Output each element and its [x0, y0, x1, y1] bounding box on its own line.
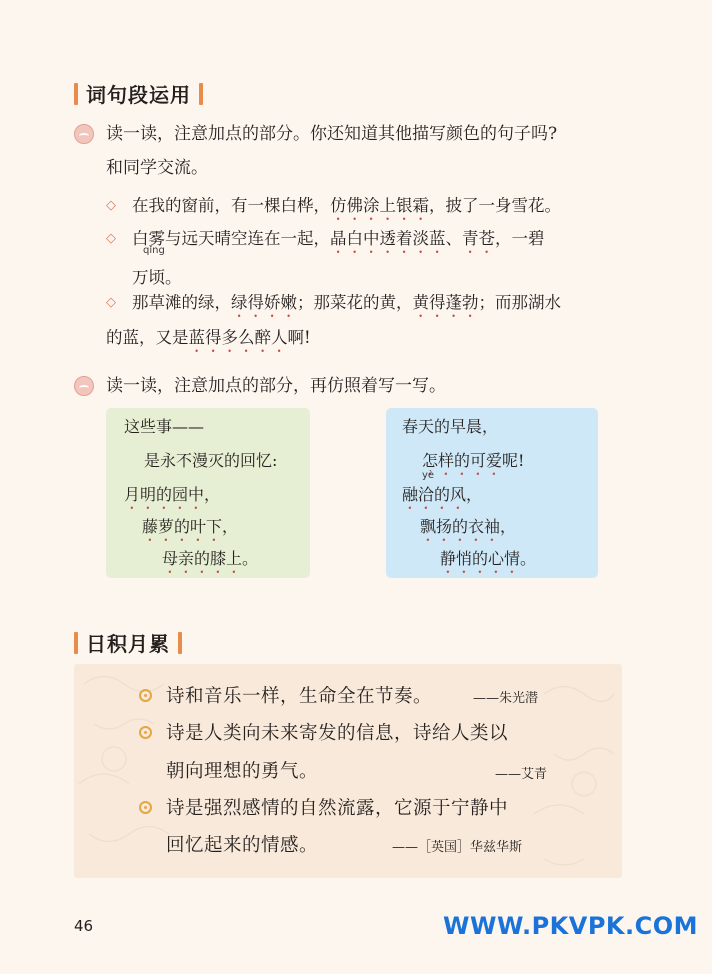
poem-line	[162, 546, 258, 577]
quote-text: 诗和音乐一样，生命全在节奏。	[166, 686, 433, 707]
emphasized-text: 藤萝的叶下	[142, 517, 223, 536]
emphasized-text: 黄得蓬勃	[412, 293, 479, 312]
quote-author: ——朱光潜	[473, 691, 539, 706]
heading-bar-right	[199, 83, 203, 105]
quotes-box	[74, 664, 622, 878]
diamond-bullet-icon: ◇	[106, 198, 116, 213]
poem-box-right	[386, 408, 598, 578]
poem-box-left	[106, 408, 310, 578]
question-1-line2: 和同学交流。	[106, 158, 208, 178]
example-text: ；而那湖水	[478, 293, 561, 312]
example-text: ；那菜花的黄，	[297, 293, 413, 312]
poem-punct: ，	[466, 485, 483, 504]
poem-line: 这些事——	[124, 417, 205, 436]
poem-line	[422, 448, 524, 479]
heading-bar-right	[178, 632, 182, 654]
emphasized-text: 仿佛涂上银霜	[330, 196, 429, 215]
poem-punct: ，	[204, 485, 221, 504]
poem-line	[420, 514, 516, 545]
page-number: 46	[74, 917, 94, 935]
section-title: 日积月累	[86, 632, 170, 656]
section-heading-ci-ju-duan	[74, 79, 203, 108]
example-text: 那草滩的绿，	[132, 293, 231, 312]
poem-line: 是永不漫灭的回忆:	[144, 451, 278, 470]
pinyin-annotation: yè	[422, 470, 435, 481]
pinyin-annotation: qǐng	[143, 245, 165, 256]
emphasized-text: 母亲的膝上	[162, 549, 243, 568]
emphasized-text: 怎样的可爱	[422, 451, 503, 470]
heading-bar-left	[74, 632, 78, 654]
poem-line	[402, 482, 482, 513]
example-text: 在我的窗前，有一棵白桦，	[132, 196, 330, 215]
quote-bullet-icon	[139, 801, 152, 814]
emphasized-text: 静悄的心情	[440, 549, 521, 568]
example-text: 的蓝，又是	[106, 328, 189, 347]
poem-punct: 。	[242, 549, 259, 568]
example-text: 白雾与远天晴空连在一起，	[132, 229, 330, 248]
emphasized-text: 融洽的风	[402, 485, 467, 504]
example-text: ，一碧	[495, 229, 545, 248]
poem-line	[124, 482, 220, 513]
diamond-bullet-icon: ◇	[106, 295, 116, 310]
poem-punct: ，	[222, 517, 239, 536]
poem-line	[440, 546, 536, 577]
poem-punct: ，	[500, 517, 517, 536]
heading-bar-left	[74, 83, 78, 105]
quote-text: 诗是强烈感情的自然流露，它源于宁静中	[166, 798, 509, 819]
question-2-text: 读一读，注意加点的部分，再仿照着写一写。	[106, 376, 446, 396]
poem-punct: 呢!	[502, 451, 525, 470]
poem-line	[142, 514, 238, 545]
quote-text: 诗是人类向未来寄发的信息，诗给人类以	[166, 723, 509, 744]
quote-bullet-icon	[139, 726, 152, 739]
quote-bullet-icon	[139, 689, 152, 702]
poem-line: 春天的早晨，	[402, 417, 499, 436]
poem-punct: 。	[520, 549, 537, 568]
question-1-line1: 读一读，注意加点的部分。你还知道其他描写颜色的句子吗?	[106, 124, 558, 144]
example-text: 万顷。	[132, 268, 182, 287]
emphasized-text: 绿得娇嫩	[231, 293, 297, 312]
example-text: 啊!	[287, 328, 311, 347]
question-icon	[74, 124, 94, 144]
emphasized-text: 飘扬的衣袖	[420, 517, 501, 536]
emphasized-text: 蓝得多么醉人	[188, 328, 288, 347]
diamond-bullet-icon: ◇	[106, 231, 116, 246]
quote-text: 回忆起来的情感。	[166, 835, 319, 856]
quote-text: 朝向理想的勇气。	[166, 761, 319, 782]
section-title: 词句段运用	[86, 83, 191, 107]
quote-author: ——［英国］华兹华斯	[392, 840, 523, 855]
example-2	[106, 222, 646, 294]
watermark-link[interactable]: WWW.PKVPK.COM	[443, 912, 699, 940]
example-text: ，披了一身雪花。	[429, 196, 561, 215]
example-3	[106, 286, 666, 356]
emphasized-text: 月明的园中	[124, 485, 205, 504]
question-icon	[74, 376, 94, 396]
emphasized-text: 晶白中透着淡蓝、青苍	[330, 229, 495, 248]
section-heading-ri-ji-yue-lei	[74, 628, 182, 657]
example-1	[106, 189, 646, 224]
quote-author: ——艾青	[495, 767, 548, 782]
